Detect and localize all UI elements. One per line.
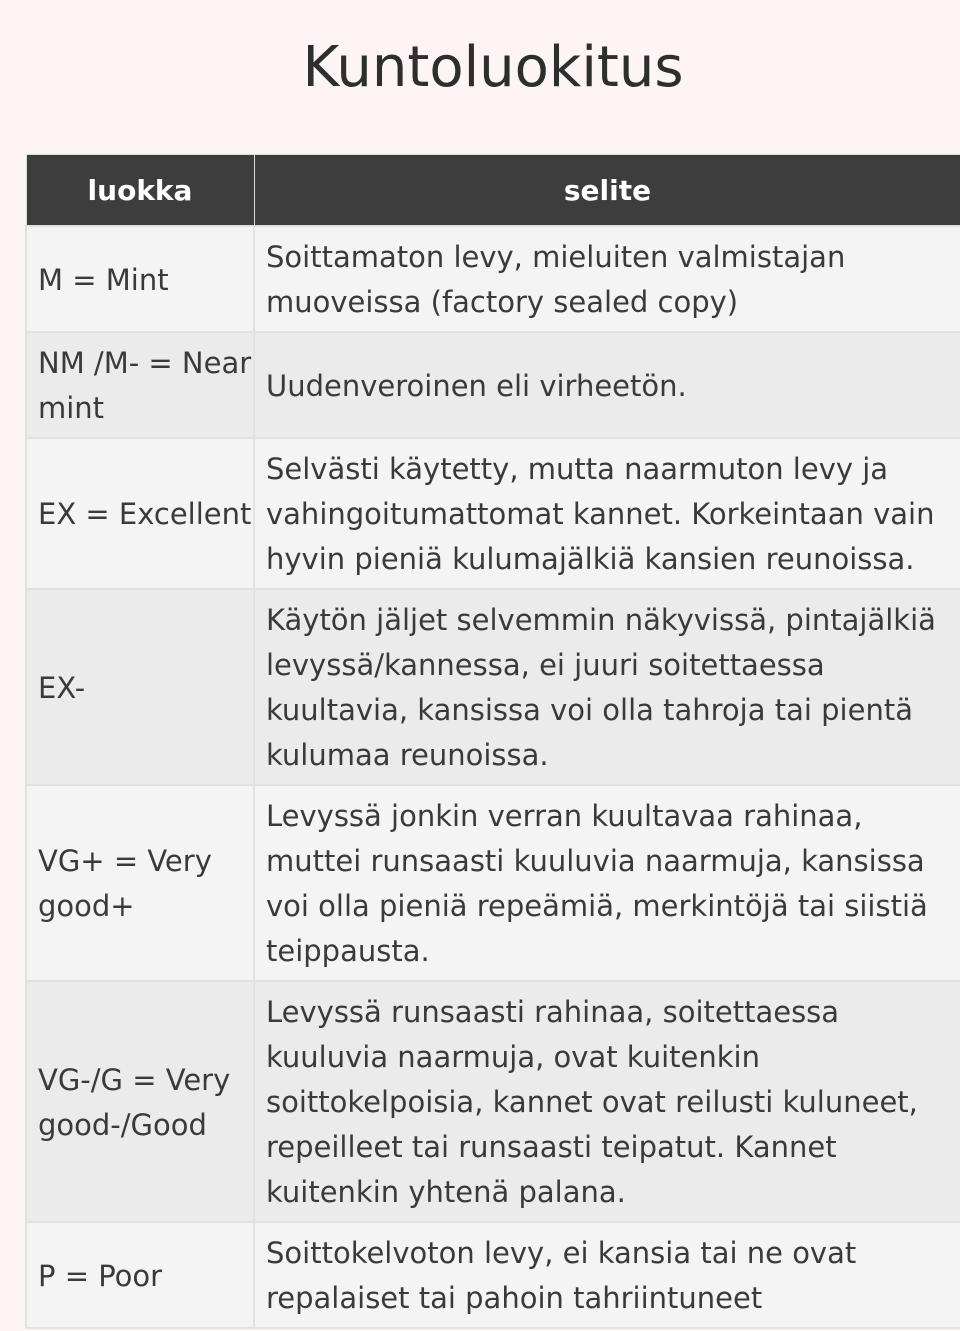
- grade-cell: P = Poor: [26, 1222, 254, 1328]
- table-row: [26, 589, 960, 785]
- table-row: [26, 1222, 960, 1328]
- grade-cell: M = Mint: [26, 226, 254, 332]
- condition-grading-table: [25, 154, 960, 1329]
- table-row: [26, 438, 960, 589]
- table-row: [26, 332, 960, 438]
- grade-cell: VG+ = Very good+: [26, 785, 254, 981]
- description-cell: Soittokelvoton levy, ei kansia tai ne ovat repalaiset tai pahoin tahriintuneet: [254, 1222, 960, 1328]
- description-cell: Uudenveroinen eli virheetön.: [254, 332, 960, 438]
- description-cell: Soittamaton levy, mieluiten valmistajan muoveissa (factory sealed copy): [254, 226, 960, 332]
- page-title: Kuntoluokitus: [302, 35, 684, 100]
- grade-cell: EX = Excellent: [26, 438, 254, 589]
- grade-cell: NM /M- = Near mint: [26, 332, 254, 438]
- table-row: [26, 785, 960, 981]
- column-header-description: selite: [254, 155, 960, 227]
- table-row: [26, 226, 960, 332]
- description-cell: Levyssä jonkin verran kuultavaa rahinaa, muttei runsaasti kuuluvia naarmuja, kansissa voi olla pieniä repeämiä, merkintöjä tai siistiä teippausta.: [254, 785, 960, 981]
- description-cell: Levyssä runsaasti rahinaa, soitettaessa kuuluvia naarmuja, ovat kuitenkin soittokelpoisia, kannet ovat reilusti kuluneet, repeilleet tai runsaasti teipatut. Kannet kuitenkin yhtenä palana.: [254, 981, 960, 1222]
- grade-cell: VG-/G = Very good-/Good: [26, 981, 254, 1222]
- table-row: [26, 981, 960, 1222]
- description-cell: Selvästi käytetty, mutta naarmuton levy ja vahingoitumattomat kannet. Korkeintaan vain hyvin pieniä kulumajälkiä kansien reunoissa.: [254, 438, 960, 589]
- table-header-row: [26, 155, 960, 227]
- column-header-grade: luokka: [26, 155, 254, 227]
- grade-cell: EX-: [26, 589, 254, 785]
- description-cell: Käytön jäljet selvemmin näkyvissä, pintajälkiä levyssä/kannessa, ei juuri soitettaessa kuultavia, kansissa voi olla tahroja tai pientä kulumaa reunoissa.: [254, 589, 960, 785]
